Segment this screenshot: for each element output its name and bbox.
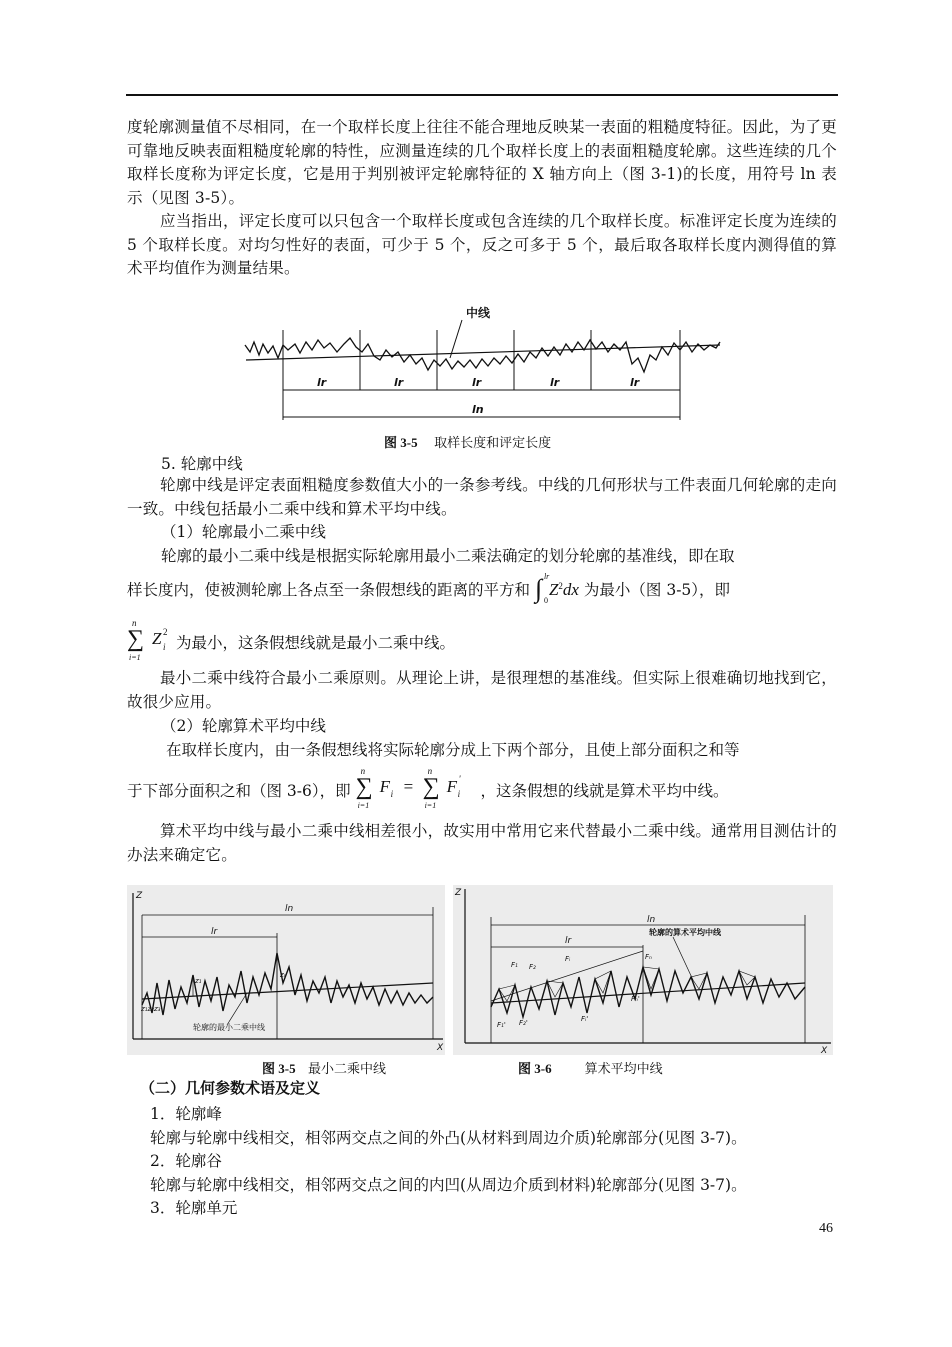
axis-z-label: Z: [455, 888, 462, 898]
lr-label: lr: [565, 936, 572, 946]
text-after-sums: ，这条假想的线就是算术平均中线。: [480, 782, 729, 800]
paragraph-least-squares-note: 最小二乘中线符合最小二乘原则。从理论上讲，是很理想的基准线。但实际上很难确切地找到它，故很少应用。: [127, 669, 837, 711]
figure-caption-3-5b: [262, 1058, 386, 1077]
f1p-label: F₁': [497, 1021, 506, 1029]
z1-label: z₁: [195, 977, 202, 985]
lr-label-1: lr: [317, 376, 327, 389]
page-number: 46: [819, 1221, 833, 1236]
term-profile-valley: 2．轮廓谷: [150, 1152, 222, 1170]
text-before-integral: 样长度内，使被测轮廓上各点至一条假想线的距离的平方和: [127, 581, 531, 599]
header-rule: [126, 94, 838, 96]
roughness-profile: [245, 338, 720, 372]
axis-z-label: Z: [136, 891, 143, 901]
axis-x-label: X: [821, 1046, 828, 1055]
lr-label-3: lr: [472, 376, 482, 389]
text-before-sums: 于下部分面积之和（图 3-6），即: [127, 782, 351, 800]
midline-label: 中线: [466, 306, 491, 320]
figure-title: 最小二乘中线: [308, 1062, 387, 1077]
figure-title: 取样长度和评定长度: [434, 436, 552, 451]
paragraph-least-squares-line1: 轮廓的最小二乘中线是根据实际轮廓用最小二乘法确定的划分轮廓的基准线，即在取: [161, 547, 735, 565]
fip-label: Fᵢ': [581, 1015, 589, 1023]
f2-label: F₂: [529, 963, 536, 971]
f2p-label: F₂': [519, 1019, 528, 1027]
fn-label: Fₙ: [645, 953, 652, 961]
axis-x-label: X: [437, 1043, 444, 1053]
paragraph-arithmetic-line2: [127, 768, 729, 812]
lr-label-4: lr: [550, 376, 560, 389]
figure-label: 图 3-5: [262, 1061, 296, 1076]
paragraph-least-squares-line3: [127, 620, 455, 666]
f1-label: F₁: [511, 961, 518, 969]
paragraph-evaluation-length: 度轮廓测量值不尽相同，在一个取样长度上往往不能合理地反映某一表面的粗糙度特征。因此，为了更可靠地反映表面粗糙度轮廓的特性，应测量连续的几个取样长度上的表面粗糙度轮廓。这些连续的几个取样长度称为评定长度，它是用于判别被评定轮廓特征的 X 轴方向上（图 3-1)的长度，用符号 ln 表示（见图 3-5）。: [127, 118, 837, 207]
term-profile-element: 3．轮廓单元: [150, 1199, 238, 1217]
paragraph-least-squares-line2: [127, 572, 731, 605]
integral-formula: ∫ lr 0 $Z^2dx$: [534, 572, 579, 605]
least-squares-profile: [142, 953, 433, 1015]
heading-arithmetic-mean: （2）轮廓算术平均中线: [161, 717, 326, 735]
paragraph-midline-definition: 轮廓中线是评定表面粗糙度参数值大小的一条参考线。中线的几何形状与工件表面几何轮廓的走向一致。中线包括最小二乘中线和算术平均中线。: [127, 476, 837, 518]
term-profile-peak-definition: 轮廓与轮廓中线相交，相邻两交点之间的外凸(从材料到周边介质)轮廓部分(见图 3-7)。: [150, 1129, 747, 1147]
section-heading-geometric: （二）几何参数术语及定义: [140, 1079, 321, 1097]
heading-least-squares: （1）轮廓最小二乘中线: [161, 523, 326, 541]
paragraph-arithmetic-line1: 在取样长度内，由一条假想线将实际轮廓分成上下两个部分，且使上部分面积之和等: [166, 741, 740, 759]
lr-label-2: lr: [394, 376, 404, 389]
figure-caption-3-6: [518, 1058, 663, 1077]
figure-caption-3-5a: [384, 432, 551, 451]
figure-arithmetic-mean-midline: [453, 885, 833, 1055]
paragraph-arithmetic-note: 算术平均中线与最小二乘中线相差很小，故实用中常用它来代替最小二乘中线。通常用目测估计的办法来确定它。: [127, 822, 837, 864]
paragraph-standard-length: 应当指出，评定长度可以只包含一个取样长度或包含连续的几个取样长度。标准评定长度为连续的 5 个取样长度。对均匀性好的表面，可少于 5 个，反之可多于 5 个，最后取各取样长度内测得值的算术平均值作为测量结果。: [127, 212, 837, 278]
text-after-sum: 为最小，这条假想线就是最小二乘中线。: [175, 634, 455, 652]
figure-title: 算术平均中线: [584, 1062, 663, 1077]
text-after-integral: 为最小（图 3-5），即: [583, 581, 731, 599]
fi-label: Fᵢ: [565, 955, 571, 963]
lr-label: lr: [211, 927, 218, 937]
sum-f-formula: n ∑ i=1 F i = n ∑ i=1 F ' i: [355, 766, 461, 810]
arithmetic-profile: [491, 967, 805, 1017]
lr-label-5: lr: [630, 376, 640, 389]
figure-label: 图 3-6: [518, 1061, 552, 1076]
heading-profile-midline: 5. 轮廓中线: [161, 455, 243, 473]
ln-label: ln: [285, 904, 294, 914]
ln-label: ln: [472, 403, 484, 416]
sum-z-formula: n ∑ i=1 Z 2 i: [127, 618, 168, 662]
z123-label: z₁z₂z₃: [141, 1005, 161, 1013]
ln-label: ln: [647, 915, 656, 925]
arithmetic-line-label: 轮廓的算术平均中线: [649, 928, 721, 937]
fnp-label: Fₙ': [631, 995, 640, 1003]
term-profile-valley-definition: 轮廓与轮廓中线相交，相邻两交点之间的内凹(从周边介质到材料)轮廓部分(见图 3-7)。: [150, 1176, 747, 1194]
zn-label: zₙ: [280, 971, 287, 979]
figure-sampling-length: [240, 300, 730, 428]
figure-least-squares-midline: [127, 885, 445, 1055]
figure-label: 图 3-5: [384, 435, 418, 450]
least-squares-line-label: 轮廓的最小二乘中线: [193, 1023, 265, 1032]
term-profile-peak: 1．轮廓峰: [150, 1105, 222, 1123]
